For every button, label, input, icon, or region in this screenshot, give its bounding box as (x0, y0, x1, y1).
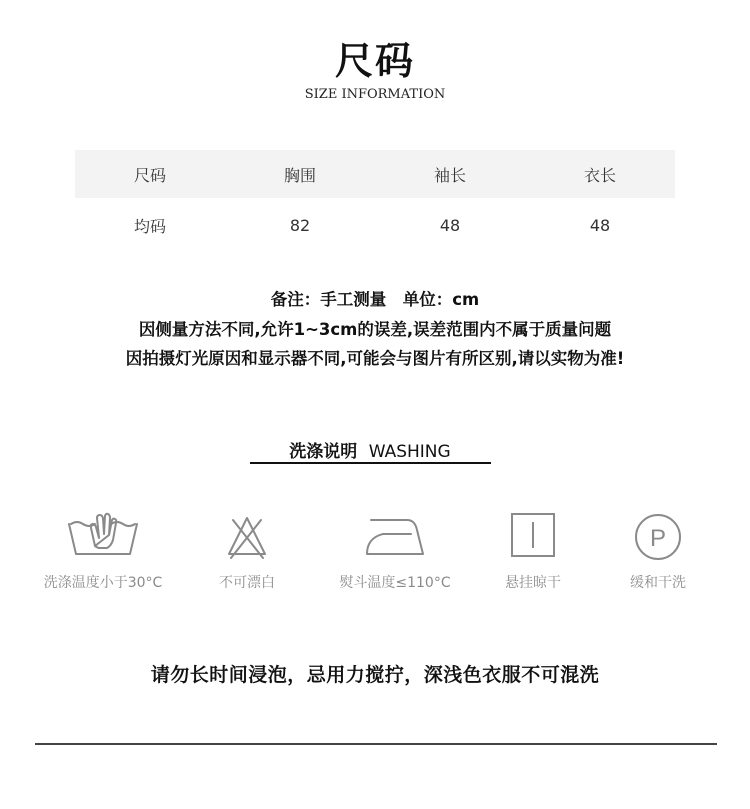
color-difference-note: 因拍摄灯光原因和显示器不同,可能会与图片有所区别,请以实物为准! (125, 349, 625, 368)
page-subtitle: SIZE INFORMATION (304, 87, 446, 102)
care-label: 洗涤温度小于30°C (43, 575, 163, 591)
measurement-note: 备注：手工测量 单位：cm (270, 290, 480, 309)
size-table-header-cell: 胸围 (283, 165, 316, 185)
size-table (75, 150, 675, 252)
size-table-header-cell: 袖长 (433, 165, 466, 185)
washing-title-en: WASHING (368, 442, 451, 462)
svg-text:P: P (649, 525, 667, 552)
care-label: 缓和干洗 (630, 575, 686, 591)
gentle-dry-clean-icon (618, 506, 698, 564)
care-item-iron (320, 506, 470, 592)
care-item-no-bleach (172, 506, 322, 592)
size-table-cell: 82 (289, 215, 311, 235)
care-label: 不可漂白 (219, 575, 275, 591)
care-item-gentle-dry-clean (583, 506, 733, 592)
size-table-cell: 48 (439, 215, 461, 235)
bottom-divider (35, 743, 717, 745)
no-bleach-icon (207, 506, 287, 564)
washing-advice: 请勿长时间浸泡，忌用力搅拧，深浅色衣服不可混洗 (150, 664, 600, 686)
page-title: 尺码 (334, 39, 415, 83)
size-table-header-row (75, 150, 675, 198)
size-table-cell: 48 (589, 215, 611, 235)
tolerance-note: 因侧量方法不同,允许1~3cm的误差,误差范围内不属于质量问题 (138, 320, 612, 339)
washing-heading (250, 437, 490, 462)
iron-icon (355, 506, 435, 564)
size-table-header-cell: 衣长 (583, 165, 616, 185)
care-item-hand-wash (28, 506, 178, 592)
size-table-cell: 均码 (133, 216, 166, 236)
size-table-header-cell: 尺码 (133, 165, 166, 185)
washing-underline (250, 462, 491, 464)
table-row (75, 198, 675, 252)
care-label: 悬挂晾干 (505, 575, 561, 591)
hand-wash-icon (63, 506, 143, 564)
care-label: 熨斗温度≤110°C (339, 575, 451, 591)
washing-title-cn: 洗涤说明 (289, 442, 358, 462)
hang-dry-icon (493, 506, 573, 564)
